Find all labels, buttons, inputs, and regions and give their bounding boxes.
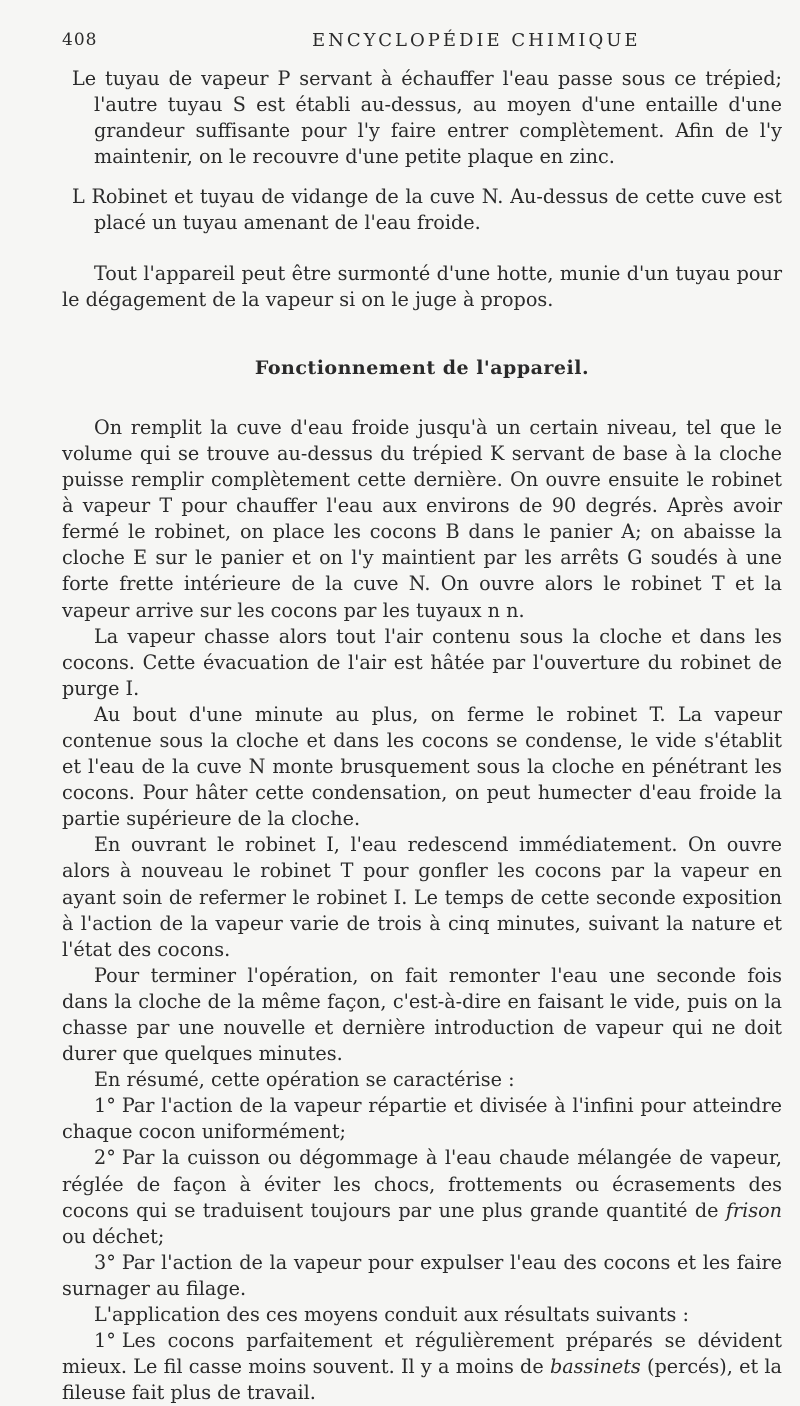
section-heading: Fonctionnement de l'appareil. [254, 356, 590, 379]
italic-term: bassinets [549, 1355, 641, 1379]
list-item [62, 1093, 782, 1145]
page-body [62, 66, 782, 1406]
paragraph-remplissage: On remplit la cuve d'eau froide jusqu'à un certain niveau, tel que le volume qui se trouve au-dessus du trépied K servant de base à la cloche puisse remplir complètement cette dernière. On ouvre ensuite le robinet à vapeur T pour chauffer l'eau aux environs de 90 degrés. Après avoir fermé le robinet, on place les cocons B dans le panier A; on abaisse la cloche E sur le panier et on l'y maintient par les arrêts G soudés à une forte frette intérieure de la cuve N. On ouvre alors le robinet T et la vapeur arrive sur les cocons par les tuyaux n n. [62, 415, 782, 622]
list-item-text: Par l'action de la vapeur répartie et divisée à l'infini pour atteindre chaque cocon uniformément; [62, 1094, 782, 1144]
list-item-text: Par la cuisson ou dégommage à l'eau chaude mélangée de vapeur, réglée de façon à éviter les chocs, frottements ou écrasements des cocons qui se traduisent toujours par une plus grande quantité de [62, 1146, 782, 1222]
list-item [62, 1250, 782, 1302]
list-item-text: (percés), et la fileuse fait plus de travail. [62, 1355, 782, 1405]
paragraph-robinet-vidange: L Robinet et tuyau de vidange de la cuve N. Au-dessus de cette cuve est placé un tuyau amenant de l'eau froide. [72, 185, 782, 235]
paragraph-seconde-exposition: En ouvrant le robinet I, l'eau redescend immédiatement. On ouvre alors à nouveau le robinet T pour gonfler les cocons par la vapeur en ayant soin de refermer le robinet I. Le temps de cette seconde exposition à l'action de la vapeur varie de trois à cinq minutes, suivant la nature et l'état des cocons. [62, 833, 782, 961]
running-title: ENCYCLOPÉDIE CHIMIQUE [312, 30, 641, 51]
list-item-number: 3° [94, 1250, 116, 1274]
paragraph-tuyau-vapeur: Le tuyau de vapeur P servant à échauffer l'eau passe sous ce trépied; l'autre tuyau S est établi au-dessus, au moyen d'une entaille d'une grandeur suffisante pour l'y faire entrer complètement. Afin de l'y maintenir, on le recouvre d'une petite plaque en zinc. [72, 67, 782, 169]
page-header [62, 30, 760, 58]
page-number: 408 [62, 30, 98, 50]
list-item-number: 1° [94, 1329, 116, 1353]
paragraph-evacuation-air: La vapeur chasse alors tout l'air contenu sous la cloche et dans les cocons. Cette évacuation de l'air est hâtée par l'ouverture du robinet de purge I. [62, 624, 782, 700]
paragraph-resume: En résumé, cette opération se caractérise : [94, 1068, 515, 1092]
italic-term: frison [725, 1198, 782, 1222]
list-item-text: Par l'action de la vapeur pour expulser l'eau des cocons et les faire surnager au filage. [62, 1250, 782, 1300]
list-item-number: 2° [94, 1146, 116, 1170]
list-item-text: ou déchet; [62, 1224, 165, 1248]
list-item [62, 1145, 782, 1249]
list-item-number: 1° [94, 1094, 116, 1118]
list-item-text: Les cocons parfaitement et régulièrement préparés se dévident mieux. Le fil casse moins souvent. Il y a moins de [62, 1329, 782, 1379]
paragraph-terminer: Pour terminer l'opération, on fait remonter l'eau une seconde fois dans la cloche de la même façon, c'est-à-dire en faisant le vide, puis on la chasse par une nouvelle et dernière introduction de vapeur qui ne doit durer que quelques minutes. [62, 963, 782, 1066]
paragraph-application: L'application des ces moyens conduit aux résultats suivants : [94, 1303, 689, 1327]
paragraph-hotte: Tout l'appareil peut être surmonté d'une hotte, munie d'un tuyau pour le dégagement de la vapeur si on le juge à propos. [62, 261, 782, 311]
result-item [62, 1328, 782, 1406]
paragraph-condensation: Au bout d'une minute au plus, on ferme le robinet T. La vapeur contenue sous la cloche et dans les cocons se condense, le vide s'établit et l'eau de la cuve N monte brusquement sous la cloche en pénétrant les cocons. Pour hâter cette condensation, on peut humecter d'eau froide la partie supérieure de la cloche. [62, 702, 782, 831]
